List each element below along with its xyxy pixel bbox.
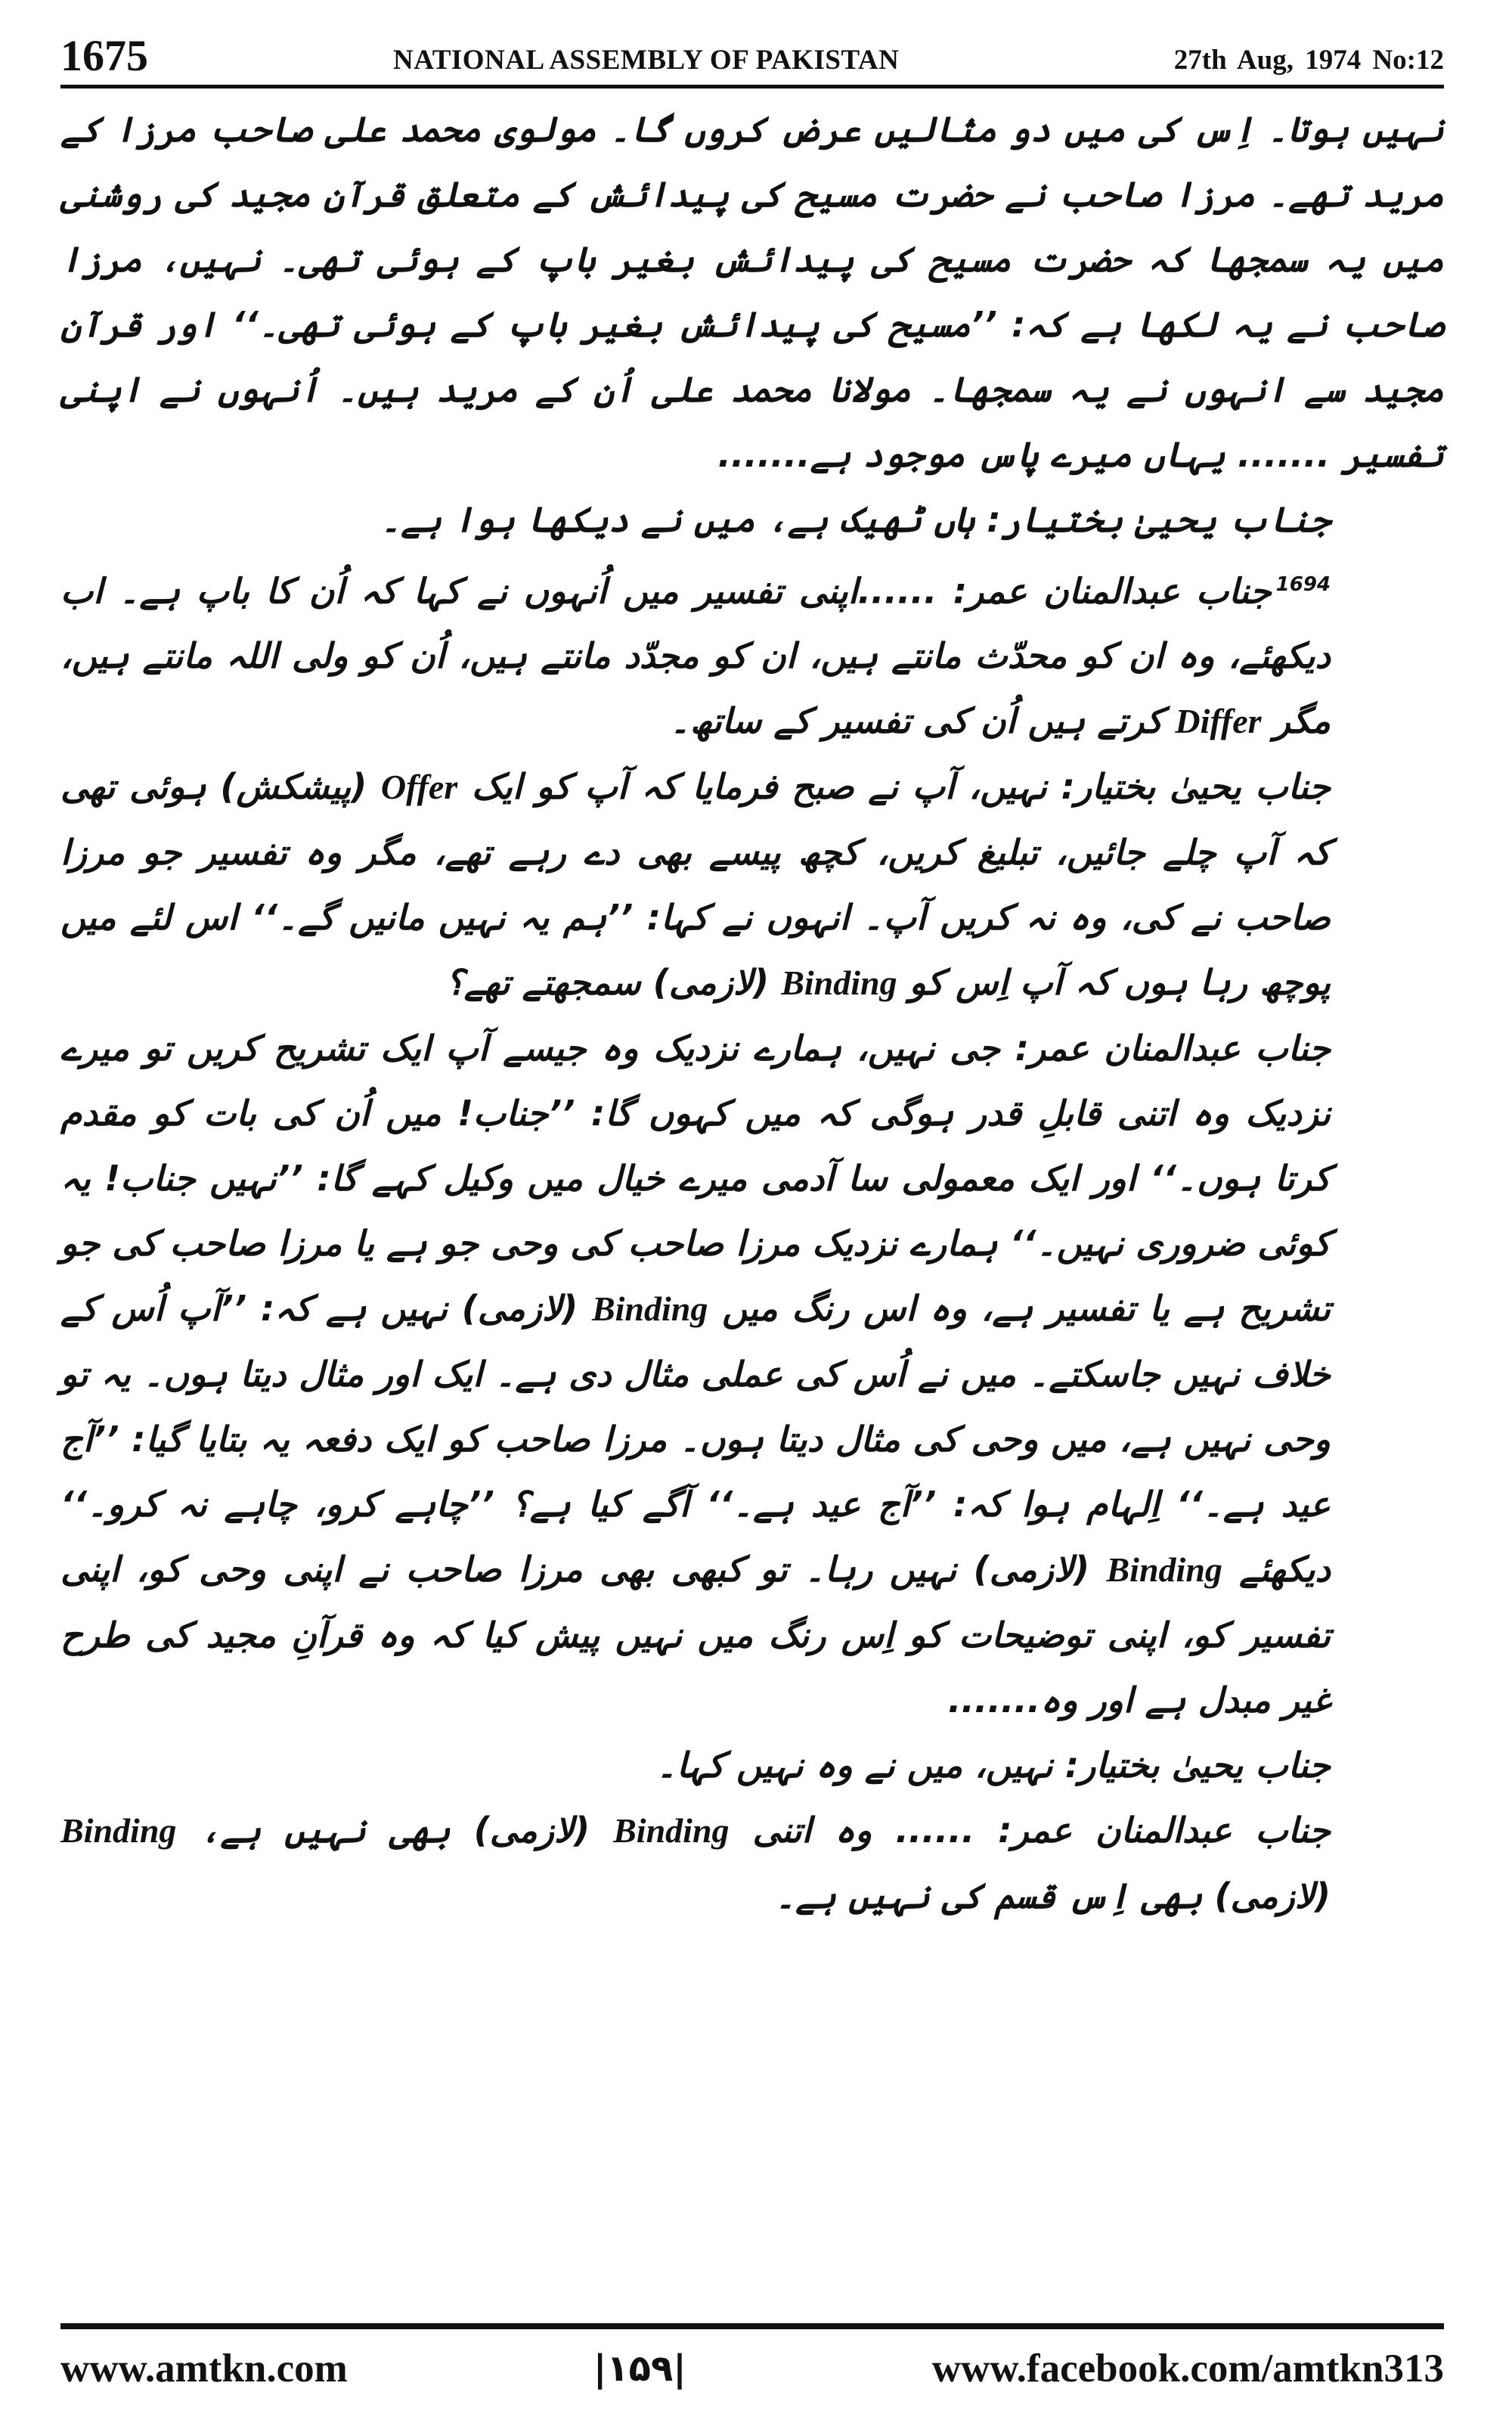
header-date: 27th Aug, 1974 No:12 [1173,45,1444,76]
page-footer [60,2338,1444,2399]
header-rule [60,85,1444,88]
page-number: 1675 [60,31,148,80]
footer-right-link[interactable]: www.facebook.com/amtkn313 [931,2347,1444,2391]
speaker-label: جناب یحییٰ بختیار: [1061,766,1331,808]
footer-left-link[interactable]: www.amtkn.com [60,2347,348,2391]
english-term: Differ [1175,702,1262,741]
speaker-label: جناب عبدالمنان عمر: [953,570,1272,612]
footer-rule [60,2323,1444,2329]
paragraph-4: جناب یحییٰ بختیار: نہیں، آپ نے صبح فرمایا کہ آپ کو ایک Offer (پیشکش) ہوئی تھی کہ آپ چلے جائیں، تبلیغ کریں، کچھ پیسے بھی دے رہے تھے، مگر وہ تفسیر جو مرزا صاحب نے کی، وہ نہ کریں آپ۔ انہوں نے کہا: ’’ہم یہ نہیں مانیں گے۔‘‘ اس لئے میں پوچھ رہا ہوں کہ آپ اِس کو Binding (لازمی) سمجھتے تھے؟ [60,766,1331,1004]
speaker-label: جناب یحییٰ بختیار: [1064,1745,1331,1786]
english-term: Binding [613,1811,730,1851]
paragraph-1: نہیں ہوتا۔ اِس کی میں دو مثالیں عرض کروں گا۔ مولوی محمد علی صاحب مرزا کے مرید تھے۔ مرزا صاحب نے حضرت مسیح کی پیدائش کے متعلق قرآنِ مجید کی روشنی میں یہ سمجھا کہ حضرت مسیح کی پیدائش بغیر باپ کے ہوئی تھی۔ نہیں، مرزا صاحب نے یہ لکھا ہے کہ: ’’مسیح کی پیدائش بغیر باپ کے ہوئی تھی۔‘‘ اور قرآن مجید سے انہوں نے یہ سمجھا۔ مولانا محمد علی اُن کے مرید ہیں۔ اُنہوں نے اپنی تفسیر ....... یہاں میرے پاس موجود ہے....... [60,109,1444,475]
english-term: Binding [781,963,897,1003]
footer-page-marker: |۱۵۹| [593,2347,686,2390]
page-header [60,30,1444,91]
english-term: Offer [380,768,458,807]
header-title: NATIONAL ASSEMBLY OF PAKISTAN [393,45,900,76]
footnote-marker: 1694 [1275,573,1331,596]
paragraph-3: $^{1694}$جناب عبدالمنان عمر: ......اپنی تفسیر میں اُنہوں نے کہا کہ اُن کا باپ ہے۔ اب دیکھئے، وہ ان کو محدّث مانتے ہیں، ان کو مجدّد مانتے ہیں، اُن کو ولی اللہ مانتے ہیں، مگر Differ کرتے ہیں اُن کی تفسیر کے ساتھ۔ [60,570,1331,742]
english-term: Binding [60,1811,177,1851]
speaker-label: جناب عبدالمنان عمر: [1015,1028,1331,1069]
document-body [60,97,1444,1928]
english-term: Binding [1106,1550,1222,1590]
paragraph-5: جناب عبدالمنان عمر: جی نہیں، ہمارے نزدیک وہ جیسے آپ ایک تشریح کریں تو میرے نزدیک وہ اتنی قابلِ قدر ہوگی کہ میں کہوں گا: ’’جناب! میں اُن کی بات کو مقدم کرتا ہوں۔‘‘ اور ایک معمولی سا آدمی میرے خیال میں وکیل کہے گا: ’’نہیں جناب! یہ کوئی ضروری نہیں۔‘‘ ہمارے نزدیک مرزا صاحب کی وحی جو ہے یا مرزا صاحب کی جو تشریح ہے یا تفسیر ہے، وہ اس رنگ میں Binding (لازمی) نہیں ہے کہ: ’’آپ اُس کے خلاف نہیں جاسکتے۔ میں نے اُس کی عملی مثال دی ہے۔ ایک اور مثال دیتا ہوں۔ یہ تو وحی نہیں ہے، میں وحی کی مثال دیتا ہوں۔ مرزا صاحب کو ایک دفعہ یہ بتایا گیا: ’’آج عید ہے۔‘‘ اِلہام ہوا کہ: ’’آج عید ہے۔‘‘ آگے کیا ہے؟ ’’چاہے کرو، چاہے نہ کرو۔‘‘ دیکھئے Binding (لازمی) نہیں رہا۔ تو کبھی بھی مرزا صاحب نے اپنی وحی کو، اپنی تفسیر کو، اپنی توضیحات کو اِس رنگ میں نہیں پیش کیا کہ وہ قرآنِ مجید کی طرح غیر مبدل ہے اور وہ....... [60,1028,1331,1721]
paragraph-6: جناب یحییٰ بختیار: نہیں، میں نے وہ نہیں کہا۔ [656,1745,1331,1786]
speaker-label: جناب یحییٰ بختیار: [987,499,1331,540]
paragraph-7: جناب عبدالمنان عمر: ...... وہ اتنی Binding (لازمی) بھی نہیں ہے، Binding (لازمی) بھی اِس قسم کی نہیں ہے۔ [60,1810,1331,1917]
english-term: Binding [591,1289,708,1329]
paragraph-2: جناب یحییٰ بختیار: ہاں ٹھیک ہے، میں نے دیکھا ہوا ہے۔ [380,499,1331,540]
speaker-label: جناب عبدالمنان عمر: [998,1810,1331,1851]
